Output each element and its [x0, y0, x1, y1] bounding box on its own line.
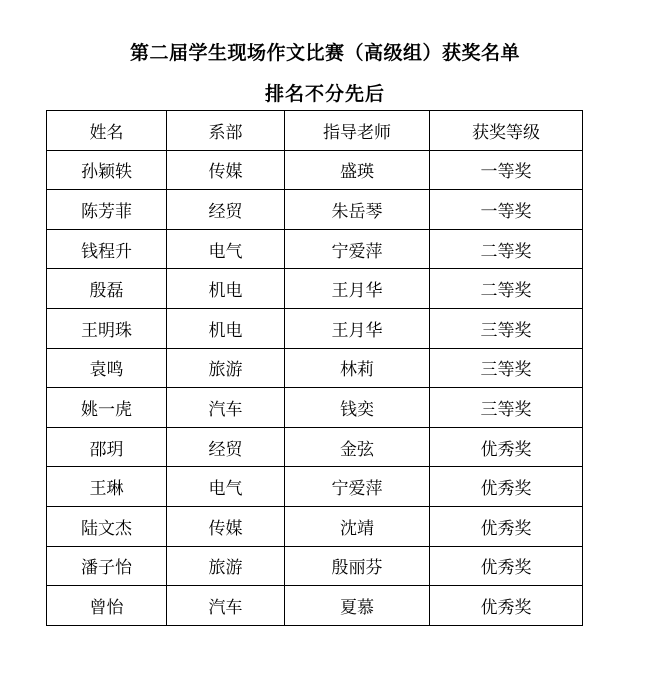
cell-department: 电气 — [167, 467, 285, 507]
cell-advisor: 王月华 — [285, 308, 430, 348]
cell-department: 机电 — [167, 308, 285, 348]
cell-name: 陈芳菲 — [47, 190, 167, 230]
table-row — [47, 348, 583, 388]
table-row — [47, 190, 583, 230]
cell-department: 传媒 — [167, 150, 285, 190]
cell-award-level: 优秀奖 — [430, 546, 583, 586]
cell-award-level: 三等奖 — [430, 388, 583, 428]
cell-advisor: 林莉 — [285, 348, 430, 388]
cell-department: 机电 — [167, 269, 285, 309]
cell-award-level: 三等奖 — [430, 308, 583, 348]
cell-award-level: 优秀奖 — [430, 506, 583, 546]
table-row — [47, 269, 583, 309]
table-row — [47, 150, 583, 190]
awards-table — [46, 110, 583, 626]
cell-name: 姚一虎 — [47, 388, 167, 428]
table-row — [47, 388, 583, 428]
cell-award-level: 一等奖 — [430, 150, 583, 190]
cell-department: 经贸 — [167, 427, 285, 467]
table-row — [47, 506, 583, 546]
cell-name: 曾怡 — [47, 586, 167, 626]
cell-name: 王明珠 — [47, 308, 167, 348]
cell-award-level: 二等奖 — [430, 269, 583, 309]
cell-award-level: 二等奖 — [430, 229, 583, 269]
table-row — [47, 546, 583, 586]
header-department: 系部 — [167, 111, 285, 151]
cell-department: 汽车 — [167, 586, 285, 626]
cell-advisor: 宁爱萍 — [285, 467, 430, 507]
cell-award-level: 优秀奖 — [430, 467, 583, 507]
cell-department: 传媒 — [167, 506, 285, 546]
table-row — [47, 427, 583, 467]
cell-advisor: 夏慕 — [285, 586, 430, 626]
document-title: 第二届学生现场作文比赛（高级组）获奖名单 — [129, 42, 520, 64]
cell-advisor: 王月华 — [285, 269, 430, 309]
header-name: 姓名 — [47, 111, 167, 151]
cell-advisor: 钱奕 — [285, 388, 430, 428]
cell-department: 汽车 — [167, 388, 285, 428]
header-award-level: 获奖等级 — [430, 111, 583, 151]
table-row — [47, 586, 583, 626]
cell-department: 旅游 — [167, 348, 285, 388]
cell-name: 袁鸣 — [47, 348, 167, 388]
cell-advisor: 盛瑛 — [285, 150, 430, 190]
table-row — [47, 467, 583, 507]
cell-advisor: 殷丽芬 — [285, 546, 430, 586]
cell-advisor: 金弦 — [285, 427, 430, 467]
cell-name: 王琳 — [47, 467, 167, 507]
cell-department: 电气 — [167, 229, 285, 269]
cell-award-level: 一等奖 — [430, 190, 583, 230]
cell-award-level: 三等奖 — [430, 348, 583, 388]
cell-department: 经贸 — [167, 190, 285, 230]
cell-award-level: 优秀奖 — [430, 586, 583, 626]
cell-advisor: 朱岳琴 — [285, 190, 430, 230]
cell-name: 殷磊 — [47, 269, 167, 309]
cell-name: 孙颖轶 — [47, 150, 167, 190]
cell-name: 陆文杰 — [47, 506, 167, 546]
table-header-row — [47, 111, 583, 151]
cell-name: 邵玥 — [47, 427, 167, 467]
cell-department: 旅游 — [167, 546, 285, 586]
table-row — [47, 229, 583, 269]
cell-award-level: 优秀奖 — [430, 427, 583, 467]
cell-advisor: 宁爱萍 — [285, 229, 430, 269]
table-row — [47, 308, 583, 348]
document-subtitle: 排名不分先后 — [264, 83, 385, 105]
cell-name: 钱程升 — [47, 229, 167, 269]
cell-name: 潘子怡 — [47, 546, 167, 586]
header-advisor: 指导老师 — [285, 111, 430, 151]
cell-advisor: 沈靖 — [285, 506, 430, 546]
